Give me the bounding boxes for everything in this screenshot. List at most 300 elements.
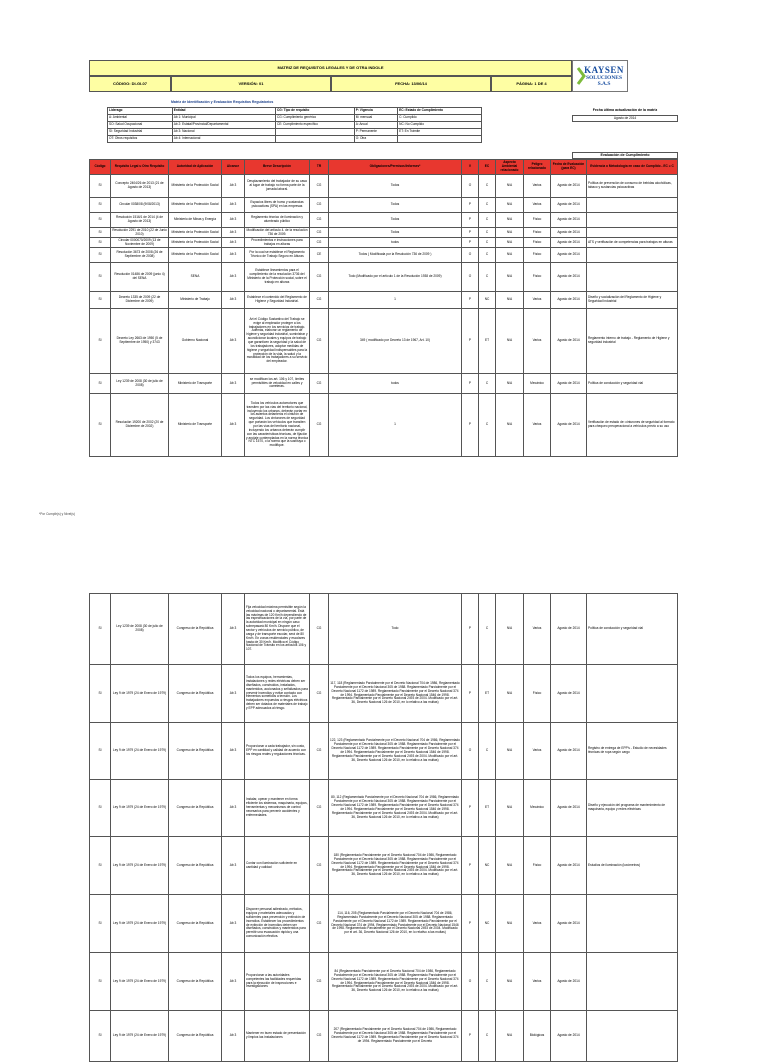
table-cell: 80, 112 (Reglamentado Parcialmente por el Decreto Nacional 704 de 1986, Reglamentado Parcialmente por el Decreto Nacional 305 de 1988. Reglamentado Parcialmente por el Decreto Nacional 1172 de 1989. Reglamentado Parcialmente por el Decreto Nacional 374 de 1994. Reglamentado Parcialmente por el Decreto Nacional 1546 de 1998. Reglamentado Parcialmente por el Decreto Nacional 2493 de 2004. Modificado por el art. 36, Decreto Nacional 126 de 2010, en lo relativo a las multas) xyxy=(329,780,462,837)
table-cell: CG xyxy=(310,175,329,198)
table-cell: C xyxy=(479,263,496,292)
table-cell: Ley 1239 de 2008 (30 de julio de 2008) xyxy=(111,374,169,394)
legend-cell: A: Ambiental xyxy=(108,115,173,122)
table-cell: Congreso de la República xyxy=(169,895,222,953)
table-cell: CG xyxy=(310,198,329,213)
legend-cell: P: Permanente xyxy=(354,129,397,136)
table-cell: Reglamento interno de trabajo - Reglamento de Higiene y seguridad industrial xyxy=(587,309,678,374)
table-cell: Físico xyxy=(524,248,551,263)
column-header: Aspecto Ambiental relacionado xyxy=(496,160,524,175)
table-row xyxy=(90,292,678,309)
table-cell: todos xyxy=(329,238,462,248)
table-cell: SI xyxy=(90,228,111,238)
table-cell: ET xyxy=(479,780,496,837)
table-cell xyxy=(587,198,678,213)
table-cell: Ab 3 xyxy=(222,837,245,895)
table-cell: N/A xyxy=(496,309,524,374)
table-cell: Varios xyxy=(524,895,551,953)
legend-cell: OT: Otros requisitos xyxy=(108,136,173,143)
table-cell: Ab 3 xyxy=(222,175,245,198)
table-cell: NC xyxy=(479,292,496,309)
column-header: Breve Descripción xyxy=(245,160,310,175)
table-cell: Agosto de 2014 xyxy=(551,175,587,198)
table-cell: Todos los vehículos automotores que transiten por las vías del territorio nacional, incluyendo los urbanos, deberán portar en los asientos delanteros el cinturón de seguridad. Los cinturones de seguridad que portarán los vehículos que transiten por las vías del territorio nacional, incluyendo los urbanos deberán cumplir con las características técnicas, de fijación y anclaje contempladas en la norma técnica NTC 1570, o la norma que la sustituya o modifique. xyxy=(245,394,310,457)
table-cell: P xyxy=(462,895,479,953)
page-2 xyxy=(89,593,678,1043)
table-cell: C xyxy=(479,394,496,457)
legend-header-cell: CG: Tipo de requisito xyxy=(275,108,354,115)
table-cell: P xyxy=(462,213,479,228)
table-cell: SI xyxy=(90,1011,111,1062)
table-cell: Instalar, operar y mantener en forma eficiente los sistemas, maquinaria, equipos, herramientas y mecanismos de control necesarios para prevenir accidentes y enfermedades. xyxy=(245,780,310,837)
table-cell: Ab 3 xyxy=(222,238,245,248)
table-cell: Ab 3 xyxy=(222,198,245,213)
table-cell: Todo (Modificado por el artículo 1 de la Resolución 1938 de 2009) xyxy=(329,263,462,292)
table-cell: N/A xyxy=(496,594,524,665)
table-cell: Procedimientos e instrucciones para trabajos en alturas xyxy=(245,238,310,248)
legend-table xyxy=(107,107,482,143)
document-page-number: PÁGINA: 1 DE 4 xyxy=(491,76,572,92)
legend-cell: NC: No Cumplido xyxy=(398,122,482,129)
table-cell: Físico xyxy=(524,238,551,248)
table-cell: ATS y verificación de competencias para trabajos en alturas xyxy=(587,238,678,248)
table-cell: Art el Código Sustantivo del Trabajo se exige al empleador proteger a los trabajadores en los servicios de trabajo. Además, elaborar un reglamento de higiene y seguridad industrial, suministrar y acondicionar locales y equipos de trabajo que garanticen la seguridad y la salud de los trabajadores, adoptar medidas de higiene y seguridad indispensables para la protección de la vida, la salud y la moralidad de los trabajadores a su servicio del empleador. xyxy=(245,309,310,374)
table-cell: CG xyxy=(310,263,329,292)
column-header: Código xyxy=(90,160,111,175)
table-cell: Agosto de 2014 xyxy=(551,895,587,953)
table-cell: Ab 3 xyxy=(222,665,245,723)
table-row xyxy=(90,228,678,238)
table-cell: Ministerio de la Protección Social xyxy=(169,198,222,213)
table-cell: Decreto Ley 2663 de 1950 (5 de Septiembre de 1950) y 3743 xyxy=(111,309,169,374)
table-cell: Varios xyxy=(524,394,551,457)
table-cell: Ab 3 xyxy=(222,309,245,374)
table-row xyxy=(90,895,678,953)
table-cell: Desplazamiento del trabajador de su casa al lugar de trabajo no forma parte de la jornada laboral. xyxy=(245,175,310,198)
table-cell: SI xyxy=(90,780,111,837)
table-row xyxy=(90,780,678,837)
table-cell: Agosto de 2014 xyxy=(551,780,587,837)
table-cell: N/A xyxy=(496,723,524,780)
table-cell: SI xyxy=(90,837,111,895)
column-header: TR xyxy=(310,160,329,175)
table-cell: se modifican los art. 106 y 107, límites permisibles de velocidad en calles y carreteras. xyxy=(245,374,310,394)
legend-cell xyxy=(275,136,354,143)
table-cell: O xyxy=(462,175,479,198)
table-cell: Ley 9 de 1979 (24 de Enero de 1979) xyxy=(111,1011,169,1062)
table-cell: Política de prevención de consumo de bebidas alcohólicas, tabaco y sustancias psicoactivas xyxy=(587,175,678,198)
table-row xyxy=(90,394,678,457)
table-cell: P xyxy=(462,594,479,665)
table-cell: SI xyxy=(90,175,111,198)
table-cell: 114, 116, 205 (Reglamentado Parcialmente por el Decreto Nacional 704 de 1986, Reglamentado Parcialmente por el Decreto Nacional 305 de 1988. Reglamentado Parcialmente por el Decreto Nacional 1172 de 1989. Reglamentado Parcialmente por el Decreto Nacional 374 de 1994. Reglamentado Parcialmente por el Decreto Nacional 1546 de 1998. Reglamentado Parcialmente por el Decreto Nacional 2493 de 2004. Modificado por el art. 36, Decreto Nacional 126 de 2010, en lo relativo a las multas) xyxy=(329,895,462,953)
table-cell: ET xyxy=(479,309,496,374)
table-cell: Varios xyxy=(524,953,551,1011)
table-cell: Agosto de 2014 xyxy=(551,198,587,213)
legend-cell: C: Cumplido xyxy=(398,115,482,122)
table-cell: C xyxy=(479,175,496,198)
table-cell: Circular 0000070/2009 (13 de Noviembre de 2009) xyxy=(111,238,169,248)
table-cell: Mantener en buen estado de presentación y limpios las instalaciones xyxy=(245,1011,310,1062)
table-cell: SI xyxy=(90,723,111,780)
table-cell: N/A xyxy=(496,238,524,248)
table-cell: Ministerio de Transporte xyxy=(169,394,222,457)
table-cell: CG xyxy=(310,780,329,837)
table-cell: C xyxy=(479,374,496,394)
table-cell: Decreto 1335 de 2009 (22 de Diciembre de 2009) xyxy=(111,292,169,309)
table-cell: Proporcionar a cada trabajador, sin costo, EPP en cantidad y calidad de acuerdo con los riesgos reales y regulaciones técnicas. xyxy=(245,723,310,780)
table-cell: 1 xyxy=(329,292,462,309)
table-cell: CG xyxy=(310,953,329,1011)
logo-text-bottom: SOLUCIONES S.A.S xyxy=(585,74,623,88)
table-cell: P xyxy=(462,309,479,374)
table-cell: Ministerio de la Protección Social xyxy=(169,248,222,263)
table-cell: CG xyxy=(310,837,329,895)
table-cell: N/A xyxy=(496,1011,524,1062)
table-cell: Ab 3 xyxy=(222,228,245,238)
table-cell: C xyxy=(479,248,496,263)
table-cell: O xyxy=(462,263,479,292)
table-cell: Ministerio de la Protección Social xyxy=(169,238,222,248)
table-cell: Ab 3 xyxy=(222,1011,245,1062)
table-cell: N/A xyxy=(496,837,524,895)
table-row xyxy=(90,723,678,780)
table-row xyxy=(90,309,678,374)
table-cell: Agosto de 2014 xyxy=(551,594,587,665)
table-cell: CE xyxy=(310,248,329,263)
table-cell: Todos xyxy=(329,228,462,238)
table-cell: Biológicos xyxy=(524,1011,551,1062)
table-cell: C xyxy=(479,238,496,248)
legend-cell: A: Anual xyxy=(354,122,397,129)
footnote: *Por Cumplir(s) y Nivel(s) xyxy=(39,512,75,516)
page-1 xyxy=(39,60,678,516)
table-cell: Ab 3 xyxy=(222,263,245,292)
table-cell: N/A xyxy=(496,953,524,1011)
table-cell: Resolución 3673 de 2008 (26 de Septiembre de 2008) xyxy=(111,248,169,263)
table-row xyxy=(90,248,678,263)
table-cell: todos xyxy=(329,374,462,394)
table-cell: Físico xyxy=(524,665,551,723)
table-cell: Circular 0038/08 (9/08/2013) xyxy=(111,198,169,213)
table-cell: Congreso de la República xyxy=(169,1011,222,1062)
table-cell: CG xyxy=(310,394,329,457)
column-header: Autoridad de Aplicación xyxy=(169,160,222,175)
legend-cell: Ab 1: Municipal xyxy=(172,115,275,122)
table-row xyxy=(90,374,678,394)
table-cell: SI xyxy=(90,309,111,374)
table-cell: P xyxy=(462,665,479,723)
table-cell xyxy=(587,1011,678,1062)
legend-cell: O: Otra xyxy=(354,136,397,143)
requirements-table-continued xyxy=(89,593,678,1062)
table-cell: P xyxy=(462,394,479,457)
table-cell: CG xyxy=(310,1011,329,1062)
matrix-subtitle: Matriz de Identificación y Evaluación Requisitos Regulatorios xyxy=(171,100,274,104)
table-cell: P xyxy=(462,198,479,213)
table-cell: Físico xyxy=(524,837,551,895)
table-cell: N/A xyxy=(496,780,524,837)
table-cell: N/A xyxy=(496,665,524,723)
table-cell: SI xyxy=(90,953,111,1011)
legend-header-cell: Liderago xyxy=(108,108,173,115)
table-cell: CG xyxy=(310,665,329,723)
column-header: V xyxy=(462,160,479,175)
table-cell: Política de conducción y seguridad vial xyxy=(587,374,678,394)
table-cell: 122, 123 (Reglamentado Parcialmente por el Decreto Nacional 704 de 1986, Reglamentado Parcialmente por el Decreto Nacional 305 de 1988. Reglamentado Parcialmente por el Decreto Nacional 1172 de 1989. Reglamentado Parcialmente por el Decreto Nacional 374 de 1994. Reglamentado Parcialmente por el Decreto Nacional 1546 de 1998. Reglamentado Parcialmente por el Decreto Nacional 2493 de 2004. Modificado por el art. 36, Decreto Nacional 126 de 2010, en lo relativo a las multas) xyxy=(329,723,462,780)
table-cell: N/A xyxy=(496,895,524,953)
table-row xyxy=(90,953,678,1011)
table-cell: CG xyxy=(310,594,329,665)
table-cell: O xyxy=(462,248,479,263)
table-cell: Ab 3 xyxy=(222,594,245,665)
column-header: Fecha de Evaluación (para EC) xyxy=(551,160,587,175)
legend-cell: SO: Salud Ocupacional xyxy=(108,122,173,129)
legend-cell: SI: Seguridad Industrial xyxy=(108,129,173,136)
table-cell xyxy=(587,665,678,723)
table-cell: Ley 9 de 1979 (24 de Enero de 1979) xyxy=(111,953,169,1011)
table-cell: Agosto de 2014 xyxy=(551,238,587,248)
table-cell: Fija velocidad máxima permisible según la velocidad nacional o departamental. Está las máximas de 120 Km/h dependiendo de las especificaciones de la vía, por parte de la autoridad municipal en ningún caso sobrepasará 80 Km/h. Dispone que el sector y vehículos de servicio público, de carga y de transporte escolar, será de 80 Km/h. En zonas residenciales y escolares hasta de 30 Km/h. Modifica el Código Nacional de Tránsito en los artículos 106 y 107. xyxy=(245,594,310,665)
table-cell: Modificación del artículo 4. de la resolución 736 de 2009. xyxy=(245,228,310,238)
last-update-value: Agosto de 2014 xyxy=(572,115,678,122)
document-code: CÓDIGO: DI-GI-07 xyxy=(89,76,171,92)
table-cell: N/A xyxy=(496,374,524,394)
table-cell: Todos xyxy=(329,198,462,213)
legend-header-cell: P: Vigencia xyxy=(354,108,397,115)
table-cell: SENA xyxy=(169,263,222,292)
table-cell: Resolución 19200 de 2002 (20 de Diciembre de 2002) xyxy=(111,394,169,457)
table-cell: Físico xyxy=(524,228,551,238)
table-cell: Establece lineamientos para el cumplimiento de la resolución 3736 del Ministerio de la Protección social, sobre el trabajo en alturas xyxy=(245,263,310,292)
table-cell: SI xyxy=(90,594,111,665)
legend-row xyxy=(108,122,482,129)
document-version: VERSIÓN: 01 xyxy=(171,76,331,92)
table-cell: P xyxy=(462,1011,479,1062)
table-cell: Agosto de 2014 xyxy=(551,953,587,1011)
table-cell: P xyxy=(462,780,479,837)
table-cell xyxy=(587,213,678,228)
table-cell: Mecánico xyxy=(524,374,551,394)
table-row xyxy=(90,837,678,895)
table-row xyxy=(90,175,678,198)
table-cell: SI xyxy=(90,374,111,394)
table-cell: CG xyxy=(310,238,329,248)
last-update-label: Fecha última actualización de la matriz xyxy=(592,108,658,112)
table-cell: Ley 9 de 1979 (24 de Enero de 1979) xyxy=(111,837,169,895)
table-cell: SI xyxy=(90,238,111,248)
document-title: MATRIZ DE REQUISITOS LEGALES Y DE OTRA INDOLE xyxy=(89,60,572,76)
table-cell xyxy=(587,248,678,263)
table-cell: N/A xyxy=(496,263,524,292)
table-cell: Congreso de la República xyxy=(169,665,222,723)
table-cell: C xyxy=(479,723,496,780)
table-cell: Ab 3 xyxy=(222,248,245,263)
table-cell: Ley 9 de 1979 (24 de Enero de 1979) xyxy=(111,780,169,837)
legend-cell: Ab 4: Internacional xyxy=(172,136,275,143)
table-cell: N/A xyxy=(496,248,524,263)
table-cell: 1 xyxy=(329,394,462,457)
table-row xyxy=(90,238,678,248)
evaluation-header: Evaluación de Cumplimiento xyxy=(572,152,678,159)
table-cell: 207 (Reglamentado Parcialmente por el Decreto Nacional 704 de 1986, Reglamentado Parcialmente por el Decreto Nacional 305 de 1988. Reglamentado Parcialmente por el Decreto Nacional 1172 de 1989. Reglamentado Parcialmente por el Decreto Nacional 374 de 1994. Reglamentado Parcialmente por el Decreto xyxy=(329,1011,462,1062)
table-cell: Disponer personal adiestrado, métodos, equipos y materiales adecuados y suficientes para prevención y extinción de incendios. Establecer los procedimientos de extinción de incendios deben ser diseñados, construidos y mantenidos para permitir una evacuación rápida y una comunicación efectiva. xyxy=(245,895,310,953)
table-cell: Resolución 1516/1 de 2014 (4 de Agosto de 2013) xyxy=(111,213,169,228)
table-cell: CG xyxy=(310,309,329,374)
table-cell: P xyxy=(462,228,479,238)
table-cell: SI xyxy=(90,198,111,213)
table-cell: SI xyxy=(90,394,111,457)
table-cell: Todos xyxy=(329,213,462,228)
table-cell: Agosto de 2014 xyxy=(551,213,587,228)
legend-header-cell: Entidad xyxy=(172,108,275,115)
table-cell: P xyxy=(462,374,479,394)
table-cell: Congreso de la República xyxy=(169,837,222,895)
table-cell: 117, 118 (Reglamentado Parcialmente por el Decreto Nacional 704 de 1986, Reglamentado Parcialmente por el Decreto Nacional 305 de 1988. Reglamentado Parcialmente por el Decreto Nacional 1172 de 1989. Reglamentado Parcialmente por el Decreto Nacional 374 de 1994. Reglamentado Parcialmente por el Decreto Nacional 1546 de 1998. Reglamentado Parcialmente por el Decreto Nacional 2493 de 2004. Modificado por el art. 36, Decreto Nacional 126 de 2010, en lo relativo a las multas) xyxy=(329,665,462,723)
table-cell: P xyxy=(462,292,479,309)
table-cell xyxy=(587,263,678,292)
table-cell: C xyxy=(479,953,496,1011)
table-cell: Ministerio de Minas y Energía xyxy=(169,213,222,228)
table-cell: Varios xyxy=(524,723,551,780)
table-cell: Ministerio de la Protección Social xyxy=(169,228,222,238)
table-cell: N/A xyxy=(496,213,524,228)
legend-row xyxy=(108,115,482,122)
table-cell: Congreso de la República xyxy=(169,780,222,837)
table-cell: Varios xyxy=(524,198,551,213)
table-cell: O xyxy=(462,953,479,1011)
table-cell: N/A xyxy=(496,394,524,457)
logo-icon xyxy=(576,66,586,86)
table-cell: Ab 3 xyxy=(222,394,245,457)
table-cell: SI xyxy=(90,213,111,228)
table-cell: O xyxy=(462,723,479,780)
table-cell: Varios xyxy=(524,309,551,374)
table-cell: NC xyxy=(479,895,496,953)
table-cell: Diseño y socialización del Reglamento de Higiene y Seguridad Industrial xyxy=(587,292,678,309)
table-cell: Resolución 2291 de 2010 (22 de Junio 2010) xyxy=(112,227,167,236)
table-row xyxy=(90,594,678,665)
legend-cell xyxy=(275,129,354,136)
table-cell: Varios xyxy=(524,175,551,198)
legend-cell: Ab 3: Nacional xyxy=(172,129,275,136)
legend-row xyxy=(108,129,482,136)
table-cell: 84 (Reglamentado Parcialmente por el Decreto Nacional 704 de 1986, Reglamentado Parcialmente por el Decreto Nacional 305 de 1988. Reglamentado Parcialmente por el Decreto Nacional 1172 de 1989. Reglamentado Parcialmente por el Decreto Nacional 374 de 1994. Reglamentado Parcialmente por el Decreto Nacional 1546 de 1998. Reglamentado Parcialmente por el Decreto Nacional 2493 de 2004. Modificado por el art. 36, Decreto Nacional 126 de 2010, en lo relativo a las multas) xyxy=(329,953,462,1011)
table-cell: Agosto de 2014 xyxy=(551,248,587,263)
table-cell: Ab 3 xyxy=(222,895,245,953)
table-cell: P xyxy=(462,837,479,895)
legend-cell: M: mensual xyxy=(354,115,397,122)
table-cell: Registro de entrega de EPP's - Estudio de necesidades técnicas de ropa según cargo xyxy=(587,723,678,780)
table-row xyxy=(90,665,678,723)
table-cell: Físico xyxy=(524,263,551,292)
table-cell: N/A xyxy=(496,175,524,198)
table-cell: SI xyxy=(90,248,111,263)
table-cell: Todos xyxy=(329,175,462,198)
legend-cell: Ab 2: Estatal/Provincial/Departamental xyxy=(172,122,275,129)
table-cell: Congreso de la República xyxy=(169,723,222,780)
table-cell: SI xyxy=(90,665,111,723)
table-cell: Ministerio de Transporte xyxy=(169,374,222,394)
document-date: FECHA: 13/06/14 xyxy=(331,76,491,92)
table-cell: Congreso de la República xyxy=(169,953,222,1011)
table-cell: C xyxy=(479,213,496,228)
table-cell: Diseño y ejecución del programa de mantenimiento de maquinaria, equipo y redes eléctricas xyxy=(587,780,678,837)
company-logo xyxy=(572,60,628,92)
legend-header-cell: EC: Estado de Cumplimiento xyxy=(398,108,482,115)
legend-cell xyxy=(398,136,482,143)
table-cell: P xyxy=(462,238,479,248)
table-cell: Ministerio de la Protección Social xyxy=(169,175,222,198)
legend-row xyxy=(108,136,482,143)
table-cell: C xyxy=(479,594,496,665)
table-cell: N/A xyxy=(496,292,524,309)
table-cell: Agosto de 2014 xyxy=(551,228,587,238)
table-cell: N/A xyxy=(496,228,524,238)
table-cell: CG xyxy=(310,895,329,953)
table-cell: Contar con iluminación suficiente en cantidad y calidad xyxy=(245,837,310,895)
table-cell: Ab 3 xyxy=(222,723,245,780)
table-cell: Varios xyxy=(524,292,551,309)
table-header-row xyxy=(90,160,678,175)
table-cell: Agosto de 2014 xyxy=(551,837,587,895)
column-header: Alcance xyxy=(222,160,245,175)
table-cell: Varios xyxy=(524,594,551,665)
table-cell: Ley 9 de 1979 (24 de Enero de 1979) xyxy=(111,723,169,780)
table-cell xyxy=(587,953,678,1011)
table-cell: Agosto de 2014 xyxy=(551,263,587,292)
table-cell: Agosto de 2014 xyxy=(551,309,587,374)
table-cell: Agosto de 2014 xyxy=(551,374,587,394)
table-cell: SI xyxy=(90,263,111,292)
table-cell: Reglamento técnico de iluminación y alumbrado público xyxy=(245,213,310,228)
table-cell: Agosto de 2014 xyxy=(551,1011,587,1062)
table-cell: Agosto de 2014 xyxy=(551,723,587,780)
table-cell: Gobierno Nacional xyxy=(169,309,222,374)
table-cell xyxy=(587,895,678,953)
table-cell xyxy=(587,228,678,238)
table-cell: 349 ( modificado por Decreto 13 de 1967, Art. 10) xyxy=(329,309,462,374)
table-cell: Físico xyxy=(524,213,551,228)
logo-text-top: KAYSEN xyxy=(584,64,624,75)
table-cell: Resolución 01486 de 2009 (junio 4) del SENA xyxy=(111,263,169,292)
legend-cell: CE: Cumplimiento específico xyxy=(275,122,354,129)
table-cell: Estudios de iluminación (luxómetros) xyxy=(587,837,678,895)
table-cell: CG xyxy=(310,292,329,309)
table-cell: Ley 9 de 1979 (24 de Enero de 1979) xyxy=(111,895,169,953)
column-header: Peligro relacionado xyxy=(524,160,551,175)
table-cell: Ministerio de Trabajo xyxy=(169,292,222,309)
table-cell: 180 (Reglamentado Parcialmente por el Decreto Nacional 704 de 1986, Reglamentado Parcialmente por el Decreto Nacional 305 de 1988. Reglamentado Parcialmente por el Decreto Nacional 1172 de 1989. Reglamentado Parcialmente por el Decreto Nacional 374 de 1994. Reglamentado Parcialmente por el Decreto Nacional 1546 de 1998. Reglamentado Parcialmente por el Decreto Nacional 2493 de 2004. Modificado por el art. 36, Decreto Nacional 126 de 2010, en lo relativo a las multas) xyxy=(329,837,462,895)
table-cell: C xyxy=(479,198,496,213)
table-cell: Agosto de 2014 xyxy=(551,394,587,457)
table-cell: Política de conducción y seguridad vial xyxy=(587,594,678,665)
table-cell: Establece el contenido del Reglamento de Higiene y Seguridad Industrial. xyxy=(245,292,310,309)
table-cell: Todos los equipos, herramientas, instalaciones y redes eléctricas deben ser diseñados, construidos, instalados, mantenidos, accionados y señalizados para prevenir incendios y evitar contacto con elementos sometidos a tensión. Los trabajadores expuestos a riesgos eléctricos deben ser dotados de materiales de trabajo y EPP adecuados al riesgo. xyxy=(245,665,310,723)
table-cell: Espacios libres de humo y sustancias psicoactivas (SPA) en las empresas xyxy=(245,198,310,213)
table-cell: Verificación de estado de: cinturones de seguridad al formato para chequeo preoperacional a vehículos previo a su uso xyxy=(587,394,678,457)
table-cell: Ab 3 xyxy=(222,780,245,837)
table-cell: CG xyxy=(310,374,329,394)
table-cell: ET xyxy=(479,665,496,723)
table-row xyxy=(90,198,678,213)
table-cell: Concepto 2404/26 de 2013 (21 de Agosto de 2013) xyxy=(111,175,169,198)
table-cell: C xyxy=(479,228,496,238)
table-row xyxy=(90,263,678,292)
table-cell: C xyxy=(479,1011,496,1062)
table-cell: CG xyxy=(310,213,329,228)
table-cell: Ley 9 de 1979 (24 de Enero de 1979) xyxy=(111,665,169,723)
